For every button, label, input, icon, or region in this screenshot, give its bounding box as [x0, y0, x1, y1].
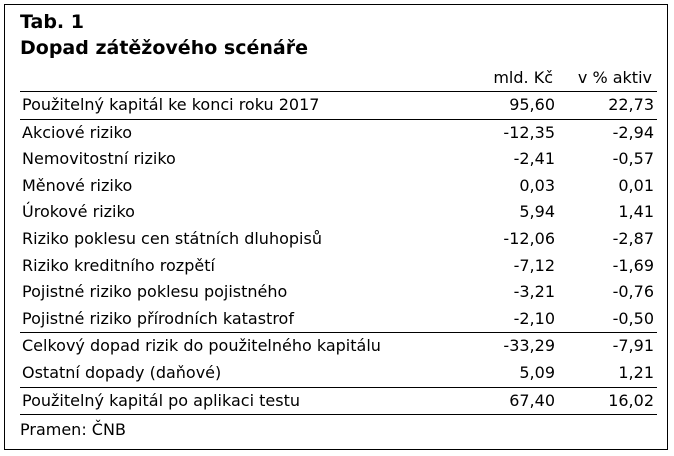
row-value-mld: 67,40 — [509, 390, 555, 410]
row-value-pct: 16,02 — [608, 390, 654, 410]
row-value-mld: 5,94 — [519, 202, 555, 222]
row-label: Akciové riziko — [22, 122, 132, 142]
row-value-pct: -2,87 — [612, 228, 654, 248]
row-value-pct: 22,73 — [608, 95, 654, 114]
table-row — [20, 120, 657, 147]
row-value-mld: 5,09 — [519, 362, 555, 382]
table-row — [20, 360, 657, 387]
row-value-mld: -12,06 — [503, 228, 555, 248]
table-title: Dopad zátěžového scénáře — [20, 37, 308, 59]
row-label: Použitelný kapitál ke konci roku 2017 — [22, 95, 320, 114]
row-label: Použitelný kapitál po aplikaci testu — [22, 390, 300, 410]
row-value-pct: 1,41 — [618, 202, 654, 222]
table-row — [20, 226, 657, 253]
table-row — [20, 388, 657, 415]
row-label: Ostatní dopady (daňové) — [22, 362, 222, 382]
table-row — [20, 279, 657, 306]
row-value-mld: -2,41 — [513, 149, 555, 169]
column-header-mld-kc: mld. Kč — [493, 68, 553, 87]
row-label: Celkový dopad rizik do použitelného kapitálu — [22, 336, 381, 356]
row-value-pct: -1,69 — [612, 255, 654, 275]
table-row — [20, 333, 657, 360]
row-value-mld: -2,10 — [513, 308, 555, 328]
row-value-mld: -12,35 — [503, 122, 555, 142]
row-value-mld: -3,21 — [513, 282, 555, 302]
row-label: Riziko poklesu cen státních dluhopisů — [22, 228, 322, 248]
column-header-pct-aktiv: v % aktiv — [577, 68, 652, 87]
row-value-pct: -0,76 — [612, 282, 654, 302]
table-row — [20, 173, 657, 200]
row-label: Pojistné riziko přírodních katastrof — [22, 308, 294, 328]
row-value-mld: -7,12 — [513, 255, 555, 275]
row-value-pct: -0,57 — [612, 149, 654, 169]
row-value-pct: -2,94 — [612, 122, 654, 142]
row-label: Pojistné riziko poklesu pojistného — [22, 282, 288, 302]
row-value-mld: -33,29 — [503, 336, 555, 356]
table-row — [20, 146, 657, 173]
table-row — [20, 253, 657, 280]
row-value-pct: -0,50 — [612, 308, 654, 328]
table-rule — [20, 414, 657, 415]
row-label: Riziko kreditního rozpětí — [22, 255, 215, 275]
table-row — [20, 306, 657, 333]
row-value-pct: 0,01 — [618, 175, 654, 195]
table-frame — [4, 4, 668, 450]
table-row — [20, 199, 657, 226]
table-row — [20, 92, 657, 119]
row-value-pct: 1,21 — [618, 362, 654, 382]
row-value-pct: -7,91 — [612, 336, 654, 356]
row-label: Úrokové riziko — [22, 202, 135, 222]
row-value-mld: 0,03 — [519, 175, 555, 195]
data-table — [20, 91, 657, 415]
table-source: Pramen: ČNB — [20, 420, 126, 439]
row-label: Měnové riziko — [22, 175, 133, 195]
row-value-mld: 95,60 — [509, 95, 555, 114]
table-label: Tab. 1 — [20, 11, 84, 33]
row-label: Nemovitostní riziko — [22, 149, 176, 169]
